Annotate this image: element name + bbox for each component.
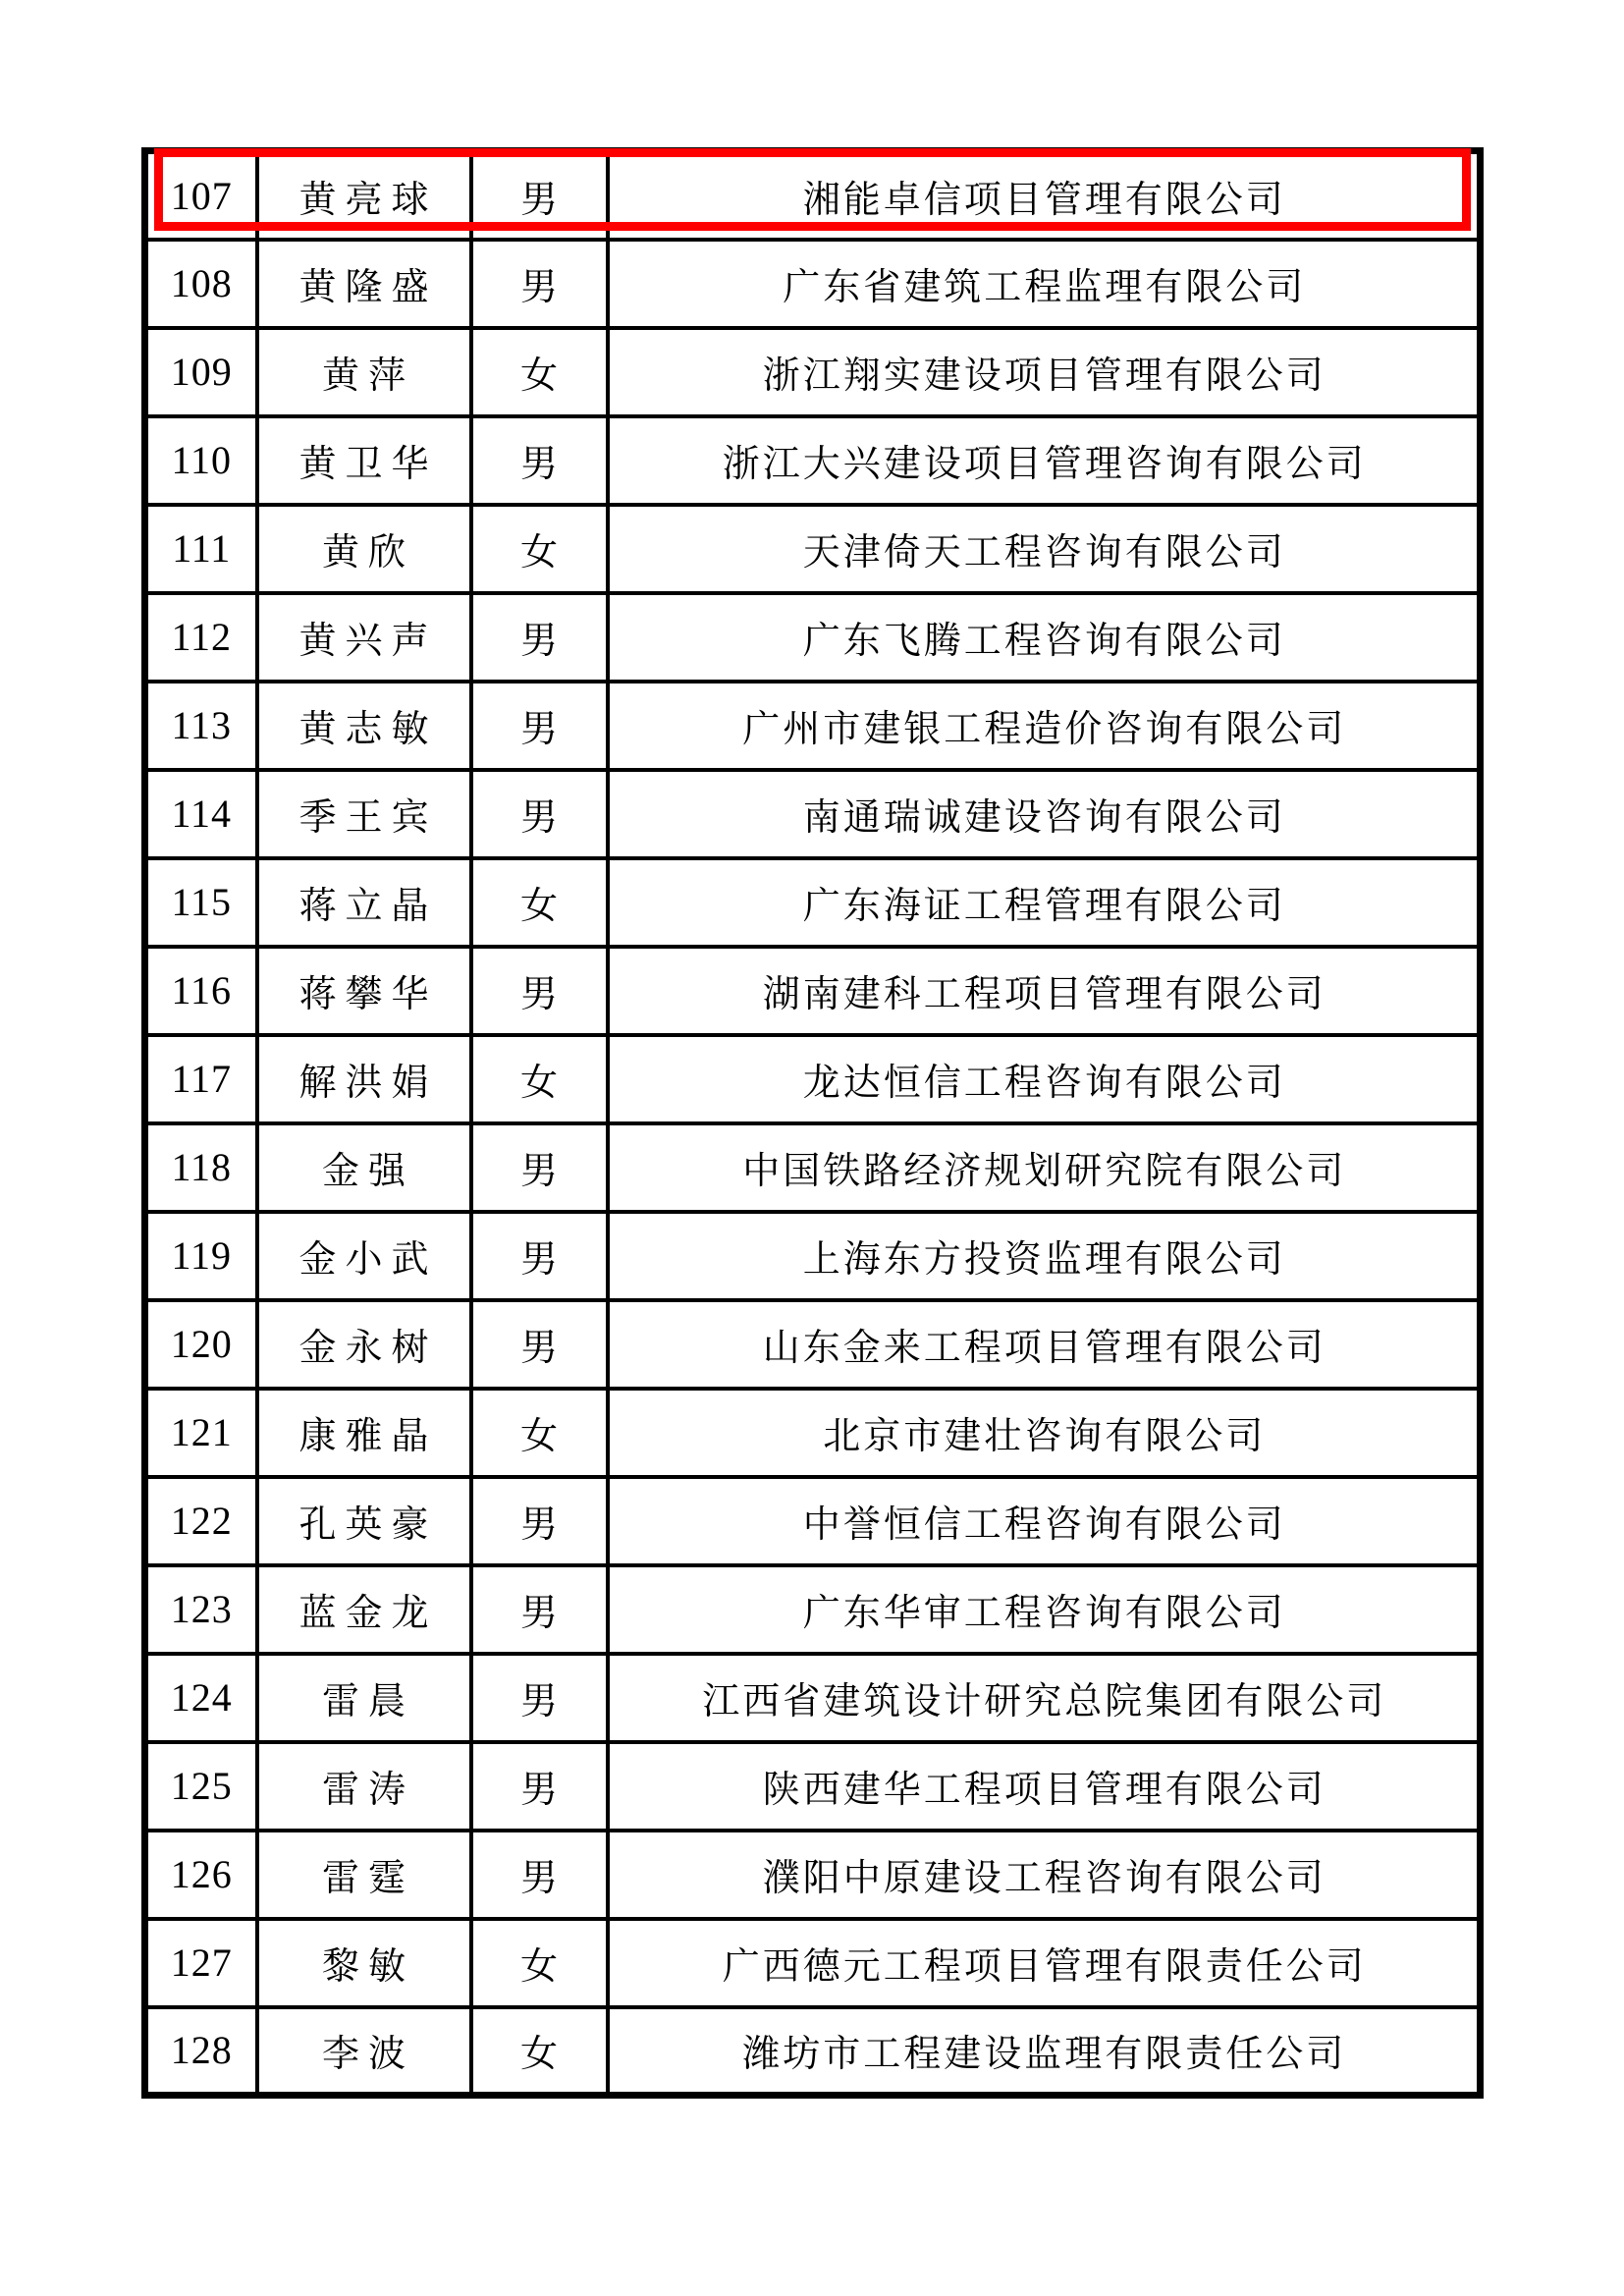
row-number-cell: 117 — [145, 1035, 257, 1123]
row-number-cell: 121 — [145, 1389, 257, 1477]
company-cell: 广州市建银工程造价咨询有限公司 — [608, 682, 1481, 770]
row-number-cell: 124 — [145, 1654, 257, 1742]
row-number-cell: 116 — [145, 947, 257, 1035]
gender-cell: 女 — [471, 1035, 608, 1123]
company-cell: 龙达恒信工程咨询有限公司 — [608, 1035, 1481, 1123]
name-cell: 金小武 — [257, 1212, 471, 1300]
company-cell: 上海东方投资监理有限公司 — [608, 1212, 1481, 1300]
row-number-cell: 123 — [145, 1565, 257, 1654]
company-cell: 南通瑞诚建设咨询有限公司 — [608, 770, 1481, 858]
gender-cell: 男 — [471, 1300, 608, 1389]
table-row — [145, 1919, 1481, 2007]
company-cell: 潍坊市工程建设监理有限责任公司 — [608, 2007, 1481, 2096]
company-cell: 广西德元工程项目管理有限责任公司 — [608, 1919, 1481, 2007]
name-cell: 黄志敏 — [257, 682, 471, 770]
row-number-cell: 119 — [145, 1212, 257, 1300]
row-number-cell: 108 — [145, 240, 257, 328]
gender-cell: 男 — [471, 240, 608, 328]
name-cell: 孔英豪 — [257, 1477, 471, 1565]
table-row — [145, 1654, 1481, 1742]
table-row — [145, 858, 1481, 947]
company-cell: 山东金来工程项目管理有限公司 — [608, 1300, 1481, 1389]
gender-cell: 男 — [471, 1212, 608, 1300]
gender-cell: 男 — [471, 593, 608, 682]
name-cell: 蒋攀华 — [257, 947, 471, 1035]
table-row — [145, 240, 1481, 328]
gender-cell: 女 — [471, 2007, 608, 2096]
name-cell: 黄亮球 — [257, 151, 471, 240]
gender-cell: 男 — [471, 1123, 608, 1212]
row-number-cell: 118 — [145, 1123, 257, 1212]
row-number-cell: 110 — [145, 416, 257, 505]
gender-cell: 男 — [471, 1742, 608, 1831]
name-cell: 黄卫华 — [257, 416, 471, 505]
company-cell: 北京市建壮咨询有限公司 — [608, 1389, 1481, 1477]
gender-cell: 女 — [471, 858, 608, 947]
gender-cell: 男 — [471, 1831, 608, 1919]
gender-cell: 男 — [471, 947, 608, 1035]
row-number-cell: 107 — [145, 151, 257, 240]
gender-cell: 男 — [471, 1477, 608, 1565]
table-row — [145, 947, 1481, 1035]
table-row — [145, 1212, 1481, 1300]
company-cell: 湖南建科工程项目管理有限公司 — [608, 947, 1481, 1035]
gender-cell: 男 — [471, 151, 608, 240]
table-row — [145, 1035, 1481, 1123]
gender-cell: 女 — [471, 1389, 608, 1477]
name-cell: 季王宾 — [257, 770, 471, 858]
company-cell: 陕西建华工程项目管理有限公司 — [608, 1742, 1481, 1831]
company-cell: 濮阳中原建设工程咨询有限公司 — [608, 1831, 1481, 1919]
table-row — [145, 2007, 1481, 2096]
company-cell: 浙江翔实建设项目管理有限公司 — [608, 328, 1481, 416]
row-number-cell: 125 — [145, 1742, 257, 1831]
table-row — [145, 593, 1481, 682]
row-number-cell: 111 — [145, 505, 257, 593]
company-cell: 中誉恒信工程咨询有限公司 — [608, 1477, 1481, 1565]
row-number-cell: 112 — [145, 593, 257, 682]
table-row — [145, 505, 1481, 593]
table-row — [145, 1123, 1481, 1212]
company-cell: 湘能卓信项目管理有限公司 — [608, 151, 1481, 240]
gender-cell: 男 — [471, 770, 608, 858]
row-number-cell: 126 — [145, 1831, 257, 1919]
name-cell: 黄萍 — [257, 328, 471, 416]
gender-cell: 男 — [471, 1654, 608, 1742]
name-cell: 金永树 — [257, 1300, 471, 1389]
gender-cell: 女 — [471, 1919, 608, 2007]
company-cell: 广东飞腾工程咨询有限公司 — [608, 593, 1481, 682]
gender-cell: 男 — [471, 682, 608, 770]
name-cell: 康雅晶 — [257, 1389, 471, 1477]
table-row — [145, 770, 1481, 858]
name-cell: 黄欣 — [257, 505, 471, 593]
gender-cell: 女 — [471, 505, 608, 593]
company-cell: 广东省建筑工程监理有限公司 — [608, 240, 1481, 328]
name-cell: 黄隆盛 — [257, 240, 471, 328]
name-cell: 黎敏 — [257, 1919, 471, 2007]
table-row — [145, 328, 1481, 416]
table-row — [145, 1389, 1481, 1477]
gender-cell: 女 — [471, 328, 608, 416]
row-number-cell: 114 — [145, 770, 257, 858]
name-cell: 金强 — [257, 1123, 471, 1212]
table-row — [145, 1565, 1481, 1654]
table-row — [145, 1742, 1481, 1831]
table-row — [145, 1477, 1481, 1565]
company-cell: 江西省建筑设计研究总院集团有限公司 — [608, 1654, 1481, 1742]
name-cell: 雷霆 — [257, 1831, 471, 1919]
table-row — [145, 151, 1481, 240]
row-number-cell: 109 — [145, 328, 257, 416]
name-cell: 蓝金龙 — [257, 1565, 471, 1654]
company-cell: 广东海证工程管理有限公司 — [608, 858, 1481, 947]
gender-cell: 男 — [471, 416, 608, 505]
table-row — [145, 682, 1481, 770]
company-cell: 中国铁路经济规划研究院有限公司 — [608, 1123, 1481, 1212]
table-row — [145, 1300, 1481, 1389]
row-number-cell: 128 — [145, 2007, 257, 2096]
company-cell: 浙江大兴建设项目管理咨询有限公司 — [608, 416, 1481, 505]
name-cell: 蒋立晶 — [257, 858, 471, 947]
row-number-cell: 127 — [145, 1919, 257, 2007]
name-cell: 雷晨 — [257, 1654, 471, 1742]
gender-cell: 男 — [471, 1565, 608, 1654]
row-number-cell: 113 — [145, 682, 257, 770]
name-cell: 黄兴声 — [257, 593, 471, 682]
name-cell: 李波 — [257, 2007, 471, 2096]
name-cell: 解洪娟 — [257, 1035, 471, 1123]
roster-table — [141, 147, 1484, 2099]
company-cell: 广东华审工程咨询有限公司 — [608, 1565, 1481, 1654]
row-number-cell: 120 — [145, 1300, 257, 1389]
row-number-cell: 122 — [145, 1477, 257, 1565]
row-number-cell: 115 — [145, 858, 257, 947]
table-row — [145, 416, 1481, 505]
table-row — [145, 1831, 1481, 1919]
company-cell: 天津倚天工程咨询有限公司 — [608, 505, 1481, 593]
name-cell: 雷涛 — [257, 1742, 471, 1831]
